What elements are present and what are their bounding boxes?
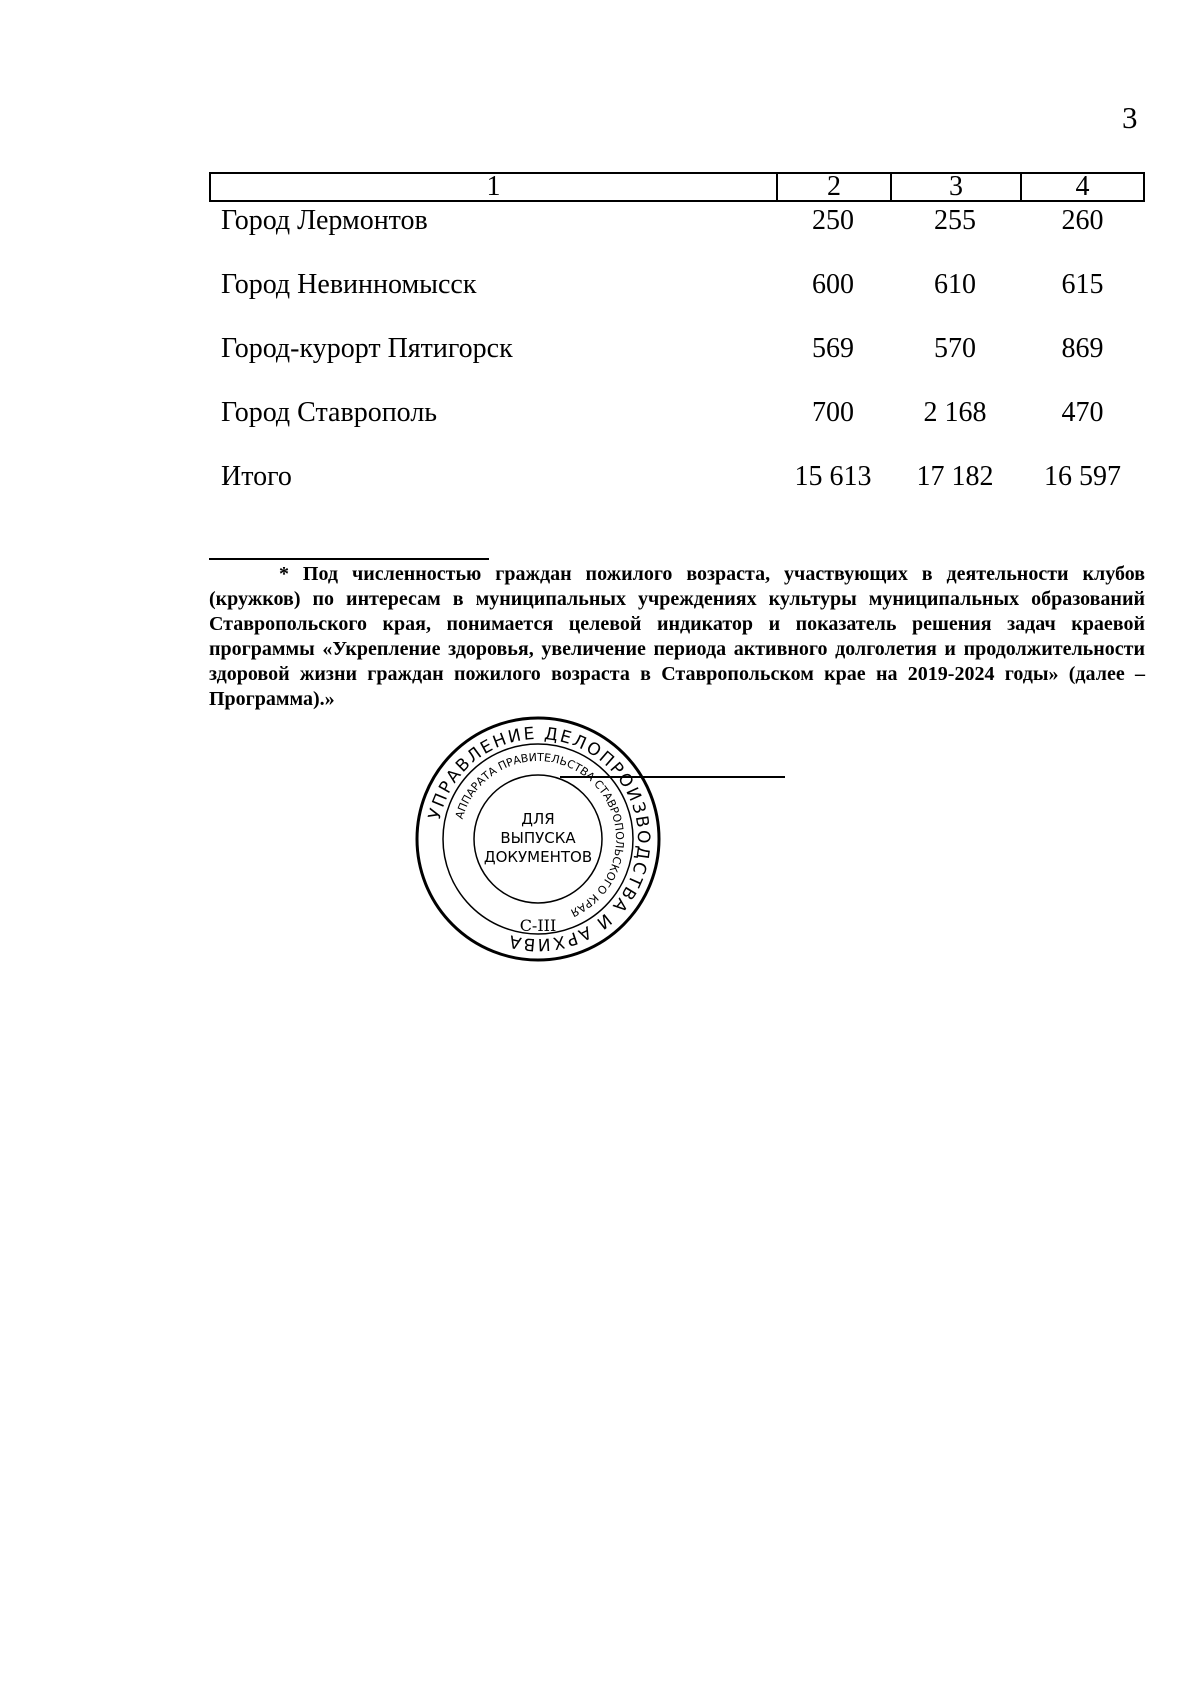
page-number: 3 [1122, 100, 1138, 135]
stamp-center-line-1: ДЛЯ [521, 810, 555, 828]
row-name: Город Невинномысск [221, 269, 477, 300]
table-row [209, 328, 1145, 392]
table-row [209, 264, 1145, 328]
table-row-total [209, 456, 1145, 520]
header-col-2: 2 [778, 174, 892, 200]
row-value-4: 869 [1061, 333, 1104, 364]
row-value-3: 2 168 [923, 397, 987, 428]
row-value-2: 600 [812, 269, 854, 300]
row-value-3: 255 [934, 205, 976, 236]
row-value-2: 15 613 [794, 461, 872, 492]
row-value-4: 615 [1061, 269, 1104, 300]
header-col-3: 3 [892, 174, 1022, 200]
row-value-3: 610 [934, 269, 976, 300]
row-value-2: 569 [812, 333, 854, 364]
table-body [209, 200, 1145, 520]
table-row [209, 200, 1145, 264]
stamp-inner-text: АППАРАТА ПРАВИТЕЛЬСТВА СТАВРОПОЛЬСКОГО КРАЯ [452, 750, 627, 920]
row-name: Город Лермонтов [221, 205, 428, 236]
row-value-4: 260 [1061, 205, 1104, 236]
header-col-1: 1 [211, 174, 778, 200]
footnote-divider [209, 558, 489, 560]
row-value-2: 250 [812, 205, 854, 236]
row-name: Город-курорт Пятигорск [221, 333, 513, 364]
row-name: Итого [221, 461, 292, 492]
table-row [209, 392, 1145, 456]
row-value-3: 570 [934, 333, 976, 364]
row-value-4: 470 [1061, 397, 1104, 428]
table-header [209, 172, 1145, 202]
stamp-center-line-3: ДОКУМЕНТОВ [483, 848, 593, 866]
row-value-4: 16 597 [1044, 461, 1121, 492]
stamp-center-line-2: ВЫПУСКА [500, 829, 576, 847]
official-stamp [413, 714, 663, 964]
row-name: Город Ставрополь [221, 397, 438, 428]
row-value-3: 17 182 [916, 461, 994, 492]
footnote: * Под численностью граждан пожилого возраста, участвующих в деятельности клубов (кружков) по интересам в муниципальных учреждениях культуры муниципальных образований Ставропольского края, понимается целевой индикатор и показатель решения задач краевой программы «Укрепление здоровья, увеличение периода активного долголетия и продолжительности здоровой жизни граждан пожилого возраста в Ставропольском крае на 2019-2024 годы» (далее – Программа).» [209, 563, 1145, 710]
row-value-2: 700 [812, 397, 854, 428]
stamp-outer-text: УПРАВЛЕНИЕ ДЕЛОПРОИЗВОДСТВА И АРХИВА [425, 723, 654, 955]
signature-line [560, 776, 785, 778]
header-col-4: 4 [1075, 171, 1090, 202]
stamp-code: С-III [519, 916, 557, 935]
